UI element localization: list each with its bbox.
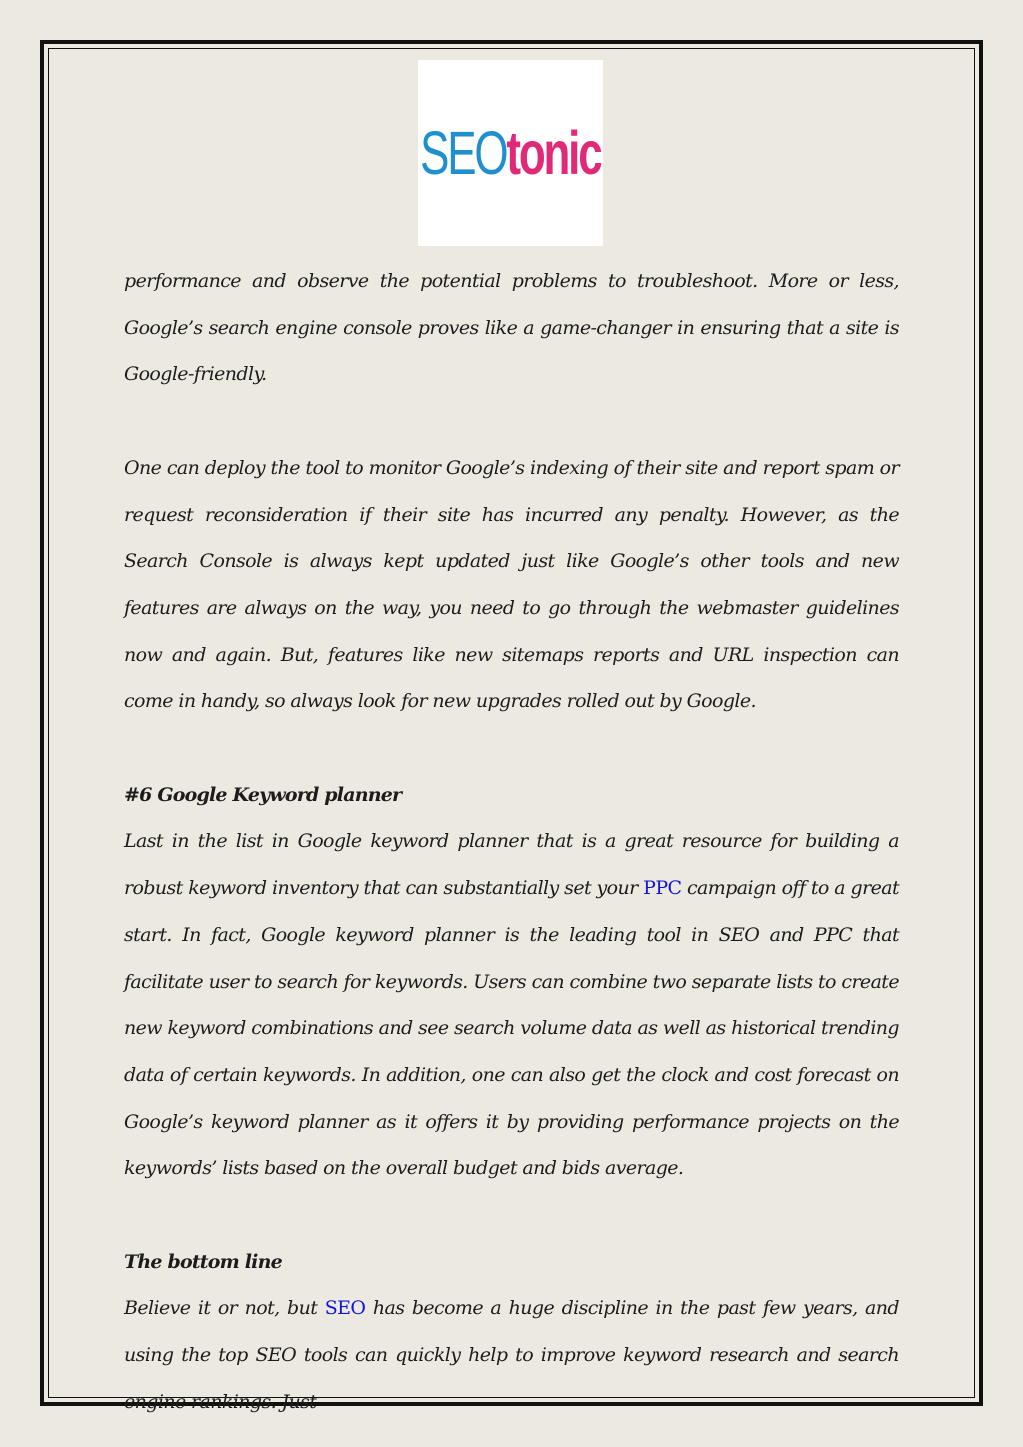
logo-seo-text: SEO [420,118,507,187]
paragraph-spacer [124,398,899,445]
bottom-line-text-after: has become a huge discipline in the past few years, and using the top SEO tools can quickly help to improve keyword research and search engine rankings. Just [124,1297,899,1413]
paragraph-keyword-planner [124,818,899,1192]
paragraph-search-console-details: One can deploy the tool to monitor Google’s indexing of their site and report spam or request reconsideration if their site has incurred any penalty. However, as the Search Console is always kept updated just like Google’s other tools and new features are always on the way, you need to go through the webmaster guidelines now and again. But, features like new sitemaps reports and URL inspection can come in handy, so always look for new upgrades rolled out by Google. [124,456,899,713]
paragraph-search-console-intro: performance and observe the potential problems to troubleshoot. More or less, Google’s search engine console proves like a game-changer in ensuring that a site is Google-friendly. [124,270,899,386]
paragraph-spacer [124,1192,899,1239]
heading-google-keyword-planner: #6 Google Keyword planner [124,783,402,806]
logo-tonic-text: tonic [506,118,601,187]
seo-link[interactable]: SEO [324,1297,366,1320]
paragraph-spacer [124,725,899,772]
keyword-planner-text-after: campaign off to a great start. In fact, Google keyword planner is the leading tool in SEO and PPC that facilitate user to search for keywords. Users can combine two separate lists to create new keyword combinations and see search volume data as well as historical trending data of certain keywords. In addition, one can also get the clock and cost forecast on Google’s keyword planner as it offers it by providing performance projects on the keywords’ lists based on the overall budget and bids average. [124,877,899,1180]
keyword-planner-text-before: Last in the list in Google keyword planner that is a great resource for building a robust keyword inventory that can substantially set your [124,830,899,900]
ppc-link[interactable]: PPC [643,877,682,900]
seotonic-logo [418,60,603,246]
paragraph-bottom-line [124,1285,899,1425]
heading-bottom-line: The bottom line [124,1250,282,1273]
bottom-line-text-before: Believe it or not, but [124,1297,325,1320]
document-body [124,258,899,1426]
logo-wordmark [420,118,601,187]
